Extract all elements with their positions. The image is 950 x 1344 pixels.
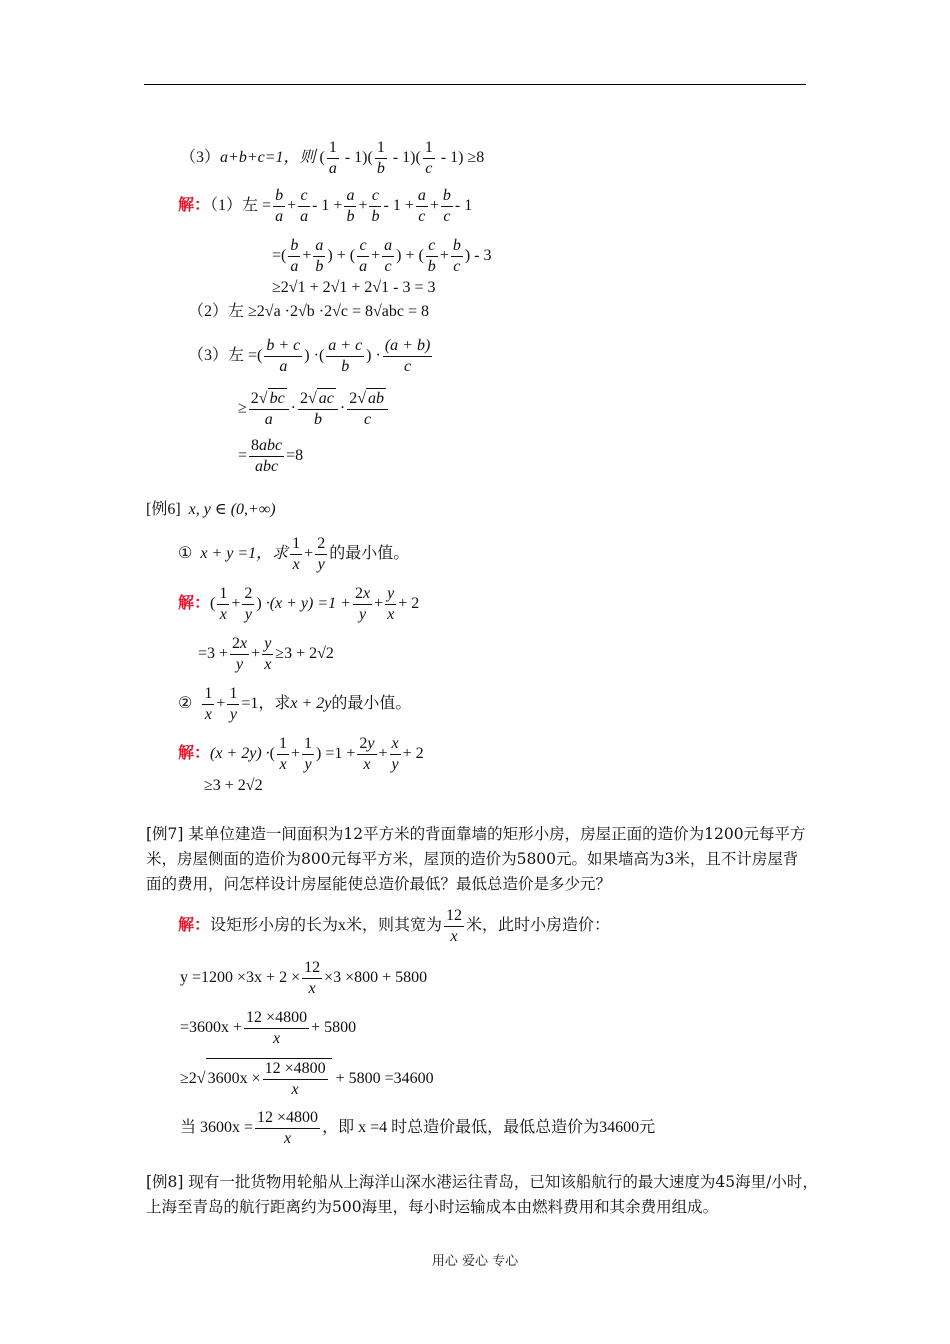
- ex6-sol-line4: ≥3 + 2√2: [204, 777, 263, 794]
- sol3-line3: = $\frac{\text{8abc}}{\text{abc}}$ =8: [238, 437, 304, 475]
- ex7-paragraph: [例7] 某单位建造一间面积为12平方米的背面靠墙的矩形小房，房屋正面的造价为1200元每平方米，房屋侧面的造价为800元每平方米，屋顶的造价为5800元。如果墙高为3米，且不计房屋背面的费用，问怎样设计房屋能使总造价最低？最低总造价是多少元？: [146, 825, 806, 893]
- sol1-line2: =( $\frac{b}{a}$ + $\frac{a}{b}$ ) + ( $\frac{c}{a}$ + $\frac{a}{c}$ ) + ( $\frac{c}{b}$ + $\frac{b}{c}$ ) - 3: [272, 237, 492, 275]
- ex7-eq3: ≥2√ 3600x × $\frac{12 \times 4800}{x}$ + 5800 =34600: [180, 1060, 434, 1098]
- sol1-line3: ≥2√1 + 2√1 + 2√1 - 3 = 3: [272, 279, 436, 296]
- ex7-eq2: =3600x + $\frac{12 \times 4800}{x}$ + 5800: [180, 1009, 357, 1047]
- ex6-q1: ① x + y =1，求 $\frac{1}{x}$ + $\frac{2}{y}$ 的最小值。: [178, 535, 410, 573]
- ex7-eq4: 当 3600x = $\frac{12 \times 4800}{x}$ ，即 x =4 时总造价最低，最低总造价为34600元: [180, 1109, 656, 1147]
- sol2-line: （2）左 ≥2√a ·2√b ·2√c = 8√abc = 8: [188, 303, 430, 320]
- sol1-line1: 解：（1）左 = $\frac{b}{a}$ + $\frac{c}{a}$ - 1 + $\frac{a}{b}$ + $\frac{c}{b}$ - 1 + $\frac{a}{c}$ + $\frac{b}{c}$ - 1: [178, 187, 473, 225]
- ex6-header: [例6] x, y ∈ (0,+∞): [146, 501, 276, 518]
- page-footer: 用心 爱心 专心: [431, 1254, 519, 1269]
- sol3-line1: （3）左 =( $\frac{b + c}{a}$ ) ·( $\frac{a + c}{b}$ ) · $\frac{(a + b)}{c}$: [188, 337, 431, 375]
- ex6-sol-line2: =3 + $\frac{2x}{y}$ + $\frac{y}{x}$ ≥3 + 2√2: [198, 635, 334, 673]
- ex7-sol-intro: 解：设矩形小房的长为x米，则其宽为 $\frac{12}{x}$ 米，此时小房造价：: [178, 907, 611, 945]
- ex6-sol-line3: 解：(x + 2y) ·( $\frac{1}{x}$ + $\frac{1}{y}$ ) =1 + $\frac{2y}{x}$ + $\frac{x}{y}$ + 2: [178, 735, 424, 773]
- part3-statement: （3）a+b+c=1，则 ( $\frac{1}{a}$ - 1)( $\frac{1}{b}$ - 1)( $\frac{1}{c}$ - 1) ≥8: [180, 139, 485, 177]
- ex7-eq1: y =1200 ×3x + 2 × $\frac{12}{x}$ ×3 ×800 + 5800: [180, 959, 428, 997]
- header-rule: [144, 84, 806, 85]
- ex8-paragraph: [例8] 现有一批货物用轮船从上海洋山深水港运往青岛，已知该船航行的最大速度为45海里/小时，上海至青岛的航行距离约为500海里，每小时运输成本由燃料费用和其余费用组成。: [146, 1173, 818, 1216]
- ex6-q2: ② $\frac{1}{x}$ + $\frac{1}{y}$ =1，求x + 2y的最小值。: [178, 685, 412, 723]
- ex6-sol-line1: 解：( $\frac{1}{x}$ + $\frac{2}{y}$ ) ·(x + y) =1 + $\frac{2x}{y}$ + $\frac{y}{x}$ + 2: [178, 585, 420, 623]
- sol3-line2: ≥ $\frac{2√ bc}{a}$ · $\frac{2√ ac}{b}$ · $\frac{2√ ab}{c}$: [238, 388, 390, 430]
